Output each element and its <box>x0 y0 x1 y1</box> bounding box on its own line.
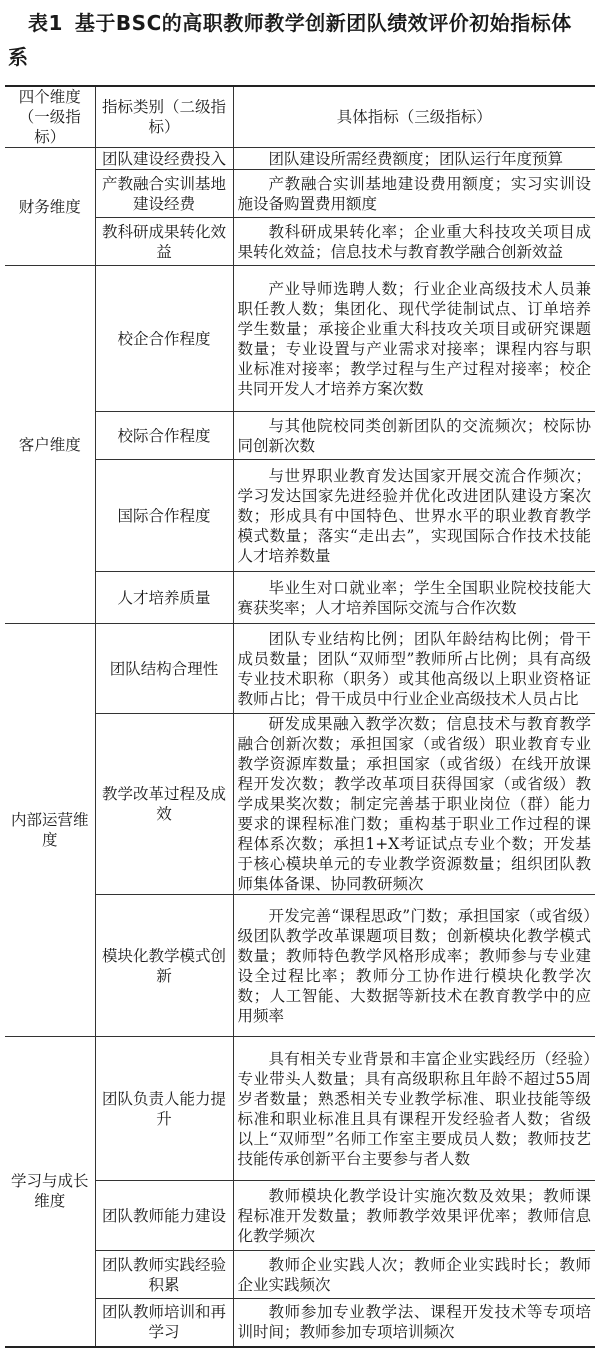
category-cell: 教学改革过程及成效 <box>95 714 233 895</box>
category-cell: 团队教师能力建设 <box>95 1181 233 1251</box>
header-row <box>5 86 595 148</box>
indicator-cell: 研发成果融入教学次数；信息技术与教育教学融合创新次数；承担国家（或省级）职业教育专业教学资源库数量；承担国家（或省级）在线开放课程开发次数；教学改革项目获得国家（或省级）教学成果奖次数；制定完善基于职业岗位（群）能力要求的课程标准门数；重构基于职业工作过程的课程体系次数；承担1+X考证试点专业个数；开发基于核心模块单元的专业教学资源数量；组织团队教师集体备课、协同教研频次 <box>233 714 595 895</box>
category-cell: 团队教师实践经验积累 <box>95 1251 233 1299</box>
indicator-cell: 教师参加专业教学法、课程开发技术等专项培训时间；教师参加专项培训频次 <box>233 1299 595 1347</box>
indicator-cell: 开发完善“课程思政”门数；承担国家（或省级）级团队教学改革课题项目数；创新模块化教学模式数量；教师特色教学风格形成率；教师参与专业建设全过程比率；教师分工协作进行模块化教学次数；人工智能、大数据等新技术在教育教学中的应用频率 <box>233 895 595 1037</box>
category-cell: 团队结构合理性 <box>95 624 233 714</box>
indicator-cell: 教科研成果转化率；企业重大科技攻关项目成果转化效益；信息技术与教育教学融合创新效益 <box>233 218 595 266</box>
indicator-cell: 教师企业实践人次；教师企业实践时长；教师企业实践频次 <box>233 1251 595 1299</box>
table-row <box>5 1037 595 1181</box>
indicator-cell: 具有相关专业背景和丰富企业实践经历（经验）专业带头人数量；具有高级职称且年龄不超过55周岁者数量；熟悉相关专业教学标准、职业技能等级标准和职业标准且具有课程开发经验者人数；省级以上“双师型”名师工作室主要成员人数；教师技艺技能传承创新平台主要参与者人数 <box>233 1037 595 1181</box>
header-level1: 四个维度（一级指标） <box>5 86 95 148</box>
dimension-cell: 客户维度 <box>5 266 95 624</box>
table-title: 基于BSC的高职教师教学创新团队绩效评价初始指标体系 <box>8 11 572 69</box>
indicator-cell: 产教融合实训基地建设费用额度；实习实训设施设备购置费用额度 <box>233 170 595 218</box>
indicator-cell: 团队专业结构比例；团队年龄结构比例；骨干成员数量；团队“双师型”教师所占比例；具有高级专业技术职称（职务）或其他高级以上职业资格证教师占比；骨干成员中行业企业高级技术人员占比 <box>233 624 595 714</box>
table-row <box>5 266 595 412</box>
indicator-cell: 与其他院校同类创新团队的交流频次；校际协同创新次数 <box>233 412 595 460</box>
table-row <box>5 148 595 170</box>
category-cell: 教科研成果转化效益 <box>95 218 233 266</box>
category-cell: 模块化教学模式创新 <box>95 895 233 1037</box>
indicator-cell: 教师模块化教学设计实施次数及效果；教师课程标准开发数量；教师教学效果评优率；教师信息化教学频次 <box>233 1181 595 1251</box>
dimension-cell: 学习与成长维度 <box>5 1037 95 1347</box>
header-level2: 指标类别（二级指标） <box>95 86 233 148</box>
category-cell: 国际合作程度 <box>95 460 233 572</box>
table-row <box>5 624 595 714</box>
table-caption <box>0 0 600 78</box>
dimension-cell: 财务维度 <box>5 148 95 266</box>
table-number: 表1 <box>28 11 63 35</box>
indicator-cell: 团队建设所需经费额度；团队运行年度预算 <box>233 148 595 170</box>
header-level3: 具体指标（三级指标） <box>233 86 595 148</box>
indicator-cell: 毕业生对口就业率；学生全国职业院校技能大赛获奖率；人才培养国际交流与合作次数 <box>233 572 595 624</box>
category-cell: 人才培养质量 <box>95 572 233 624</box>
category-cell: 团队教师培训和再学习 <box>95 1299 233 1347</box>
indicator-cell: 与世界职业教育发达国家开展交流合作频次；学习发达国家先进经验并优化改进团队建设方案次数；形成具有中国特色、世界水平的职业教育教学模式数量；落实“走出去”，实现国际合作技术技能人才培养数量 <box>233 460 595 572</box>
category-cell: 校企合作程度 <box>95 266 233 412</box>
category-cell: 团队建设经费投入 <box>95 148 233 170</box>
indicator-cell: 产业导师选聘人数；行业企业高级技术人员兼职任教人数；集团化、现代学徒制试点、订单培养学生数量；承接企业重大科技攻关项目或研究课题数量；专业设置与产业需求对接率；课程内容与职业标准对接率；教学过程与生产过程对接率；校企共同开发人才培养方案次数 <box>233 266 595 412</box>
evaluation-index-table <box>5 85 595 1348</box>
category-cell: 团队负责人能力提升 <box>95 1037 233 1181</box>
category-cell: 校际合作程度 <box>95 412 233 460</box>
dimension-cell: 内部运营维度 <box>5 624 95 1037</box>
category-cell: 产教融合实训基地建设经费 <box>95 170 233 218</box>
